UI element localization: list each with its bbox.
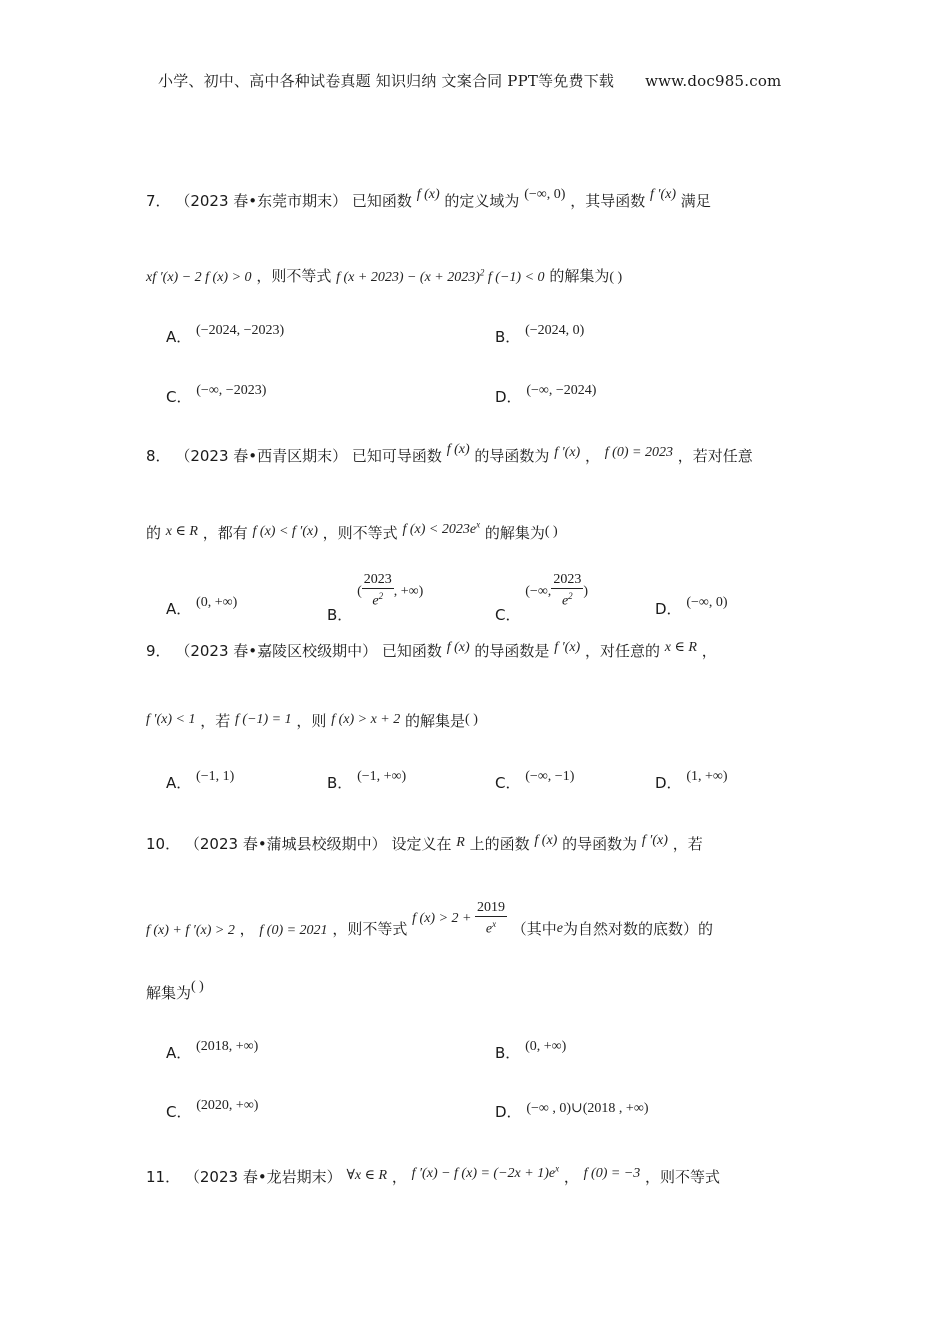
q8-text: ，都有	[202, 524, 248, 542]
q8-text: 已知可导函数	[351, 447, 442, 465]
q7-inequality: f $(x + 2023) - (x + 2023)^2$ f (−1) < 0	[336, 267, 545, 285]
q10-fx: f (x)	[534, 833, 558, 848]
q7-option-c[interactable]: C． (−∞, −2023)	[166, 383, 267, 406]
q8-xr: x ∈ R	[165, 524, 198, 539]
q10-text: ，若	[672, 835, 703, 853]
q9-text: 的导函数是	[474, 642, 550, 660]
q9-fpx: f ′(x)	[554, 640, 581, 655]
q7-text: ，则不等式	[256, 267, 332, 285]
q7-option-a[interactable]: A． (−2024, −2023)	[166, 323, 285, 346]
q8-text: 的解集为	[484, 524, 545, 542]
q9-line1	[146, 640, 717, 661]
q7-text: 满足	[680, 192, 711, 210]
q8-text: ，则不等式	[322, 524, 398, 542]
q10-text: 的导函数为	[562, 835, 638, 853]
q8-condition: f (x) < f ′(x)	[252, 524, 318, 539]
q8-f0: f (0) = 2023	[604, 445, 673, 460]
q10-option-d[interactable]: D． (−∞ , 0)∪(2018 , +∞)	[495, 1101, 649, 1121]
q8-source: （2023 春•西青区期末）	[175, 447, 348, 465]
q8-text: ，	[585, 447, 601, 465]
q10-text: 为自然对数的底数）的	[562, 919, 713, 938]
q8-text: 的导函数为	[474, 447, 550, 465]
header-banner	[158, 70, 781, 91]
q10-text: 解集为	[146, 984, 192, 1002]
q9-condition: f ′(x) < 1	[146, 712, 196, 727]
q9-line2	[146, 710, 478, 731]
q7-line1	[146, 187, 711, 211]
q10-line1	[146, 833, 703, 854]
q10-source: （2023 春•蒲城县校级期中）	[184, 835, 387, 853]
q9-option-b[interactable]: B． (−1, +∞)	[327, 769, 407, 792]
q9-text: ，	[701, 642, 717, 660]
q10-option-c[interactable]: C． (2020, +∞)	[166, 1098, 259, 1121]
q7-answer-blank: ( )	[609, 270, 623, 285]
q8-text: 的	[146, 524, 162, 542]
q8-fraction-c: $\frac{2023}{e^2}$	[553, 572, 582, 609]
q10-text: 设定义在	[391, 835, 452, 853]
q7-option-d[interactable]: D． (−∞, −2024)	[495, 383, 597, 406]
q10-text: 上的函数	[469, 835, 530, 853]
q10-option-b[interactable]: B． (0, +∞)	[495, 1039, 567, 1062]
q9-text: 的解集是	[405, 712, 466, 730]
q7-option-b[interactable]: B． (−2024, 0)	[495, 323, 585, 346]
q9-option-a[interactable]: A． (−1, 1)	[166, 769, 235, 792]
q7-number: 7．	[146, 192, 171, 210]
q8-line2	[146, 519, 558, 543]
q7-fpx: f ′(x)	[650, 187, 676, 202]
q11-number: 11．	[146, 1168, 181, 1186]
q10-text: ，	[239, 919, 255, 938]
q9-fx: f (x)	[446, 640, 470, 655]
q10-line3	[146, 979, 204, 1003]
header-url[interactable]: www.doc985.com	[645, 72, 782, 90]
q7-fx: f (x)	[416, 187, 440, 202]
q7-text: 已知函数	[351, 192, 412, 210]
q8-line1	[146, 442, 753, 466]
q7-condition: xf ′(x) − 2 f (x) > 0	[146, 270, 252, 285]
q10-number: 10．	[146, 835, 181, 853]
q8-option-b[interactable]: B． ( $\frac{2023}{e^2}$ , +∞)	[327, 572, 424, 624]
q11-f0: f (0) = −3	[583, 1166, 641, 1181]
q9-text: ，若	[200, 712, 231, 730]
q10-option-a[interactable]: A． (2018, +∞)	[166, 1039, 259, 1062]
q10-inequality: f (x) > 2 + $\frac{2019}{e^x}$	[412, 900, 505, 937]
q10-condition: f (x) + f ′(x) > 2	[146, 922, 235, 938]
q11-source: （2023 春•龙岩期末）	[184, 1168, 342, 1186]
q7-domain: (−∞, 0)	[524, 187, 566, 202]
q10-e: e	[556, 920, 563, 936]
q8-option-a[interactable]: A． (0, +∞)	[166, 595, 238, 618]
q9-option-c[interactable]: C． (−∞, −1)	[495, 769, 575, 792]
q8-text: ，若对任意	[677, 447, 753, 465]
q10-R: R	[456, 835, 465, 850]
q11-text: ，则不等式	[645, 1168, 721, 1186]
q9-answer-blank: ( )	[465, 712, 478, 727]
q9-inequality: f (x) > x + 2	[331, 712, 401, 727]
q10-answer-blank: ( )	[191, 979, 204, 994]
q9-text: ，对任意的	[585, 642, 661, 660]
q11-condition: f ′(x) − f $(x) = (-2x + 1)e^x$	[411, 1163, 560, 1181]
q10-line2	[146, 900, 713, 937]
q9-text: 已知函数	[381, 642, 442, 660]
q8-number: 8．	[146, 447, 171, 465]
q8-fpx: f ′(x)	[554, 445, 581, 460]
q9-fm1: f (−1) = 1	[235, 712, 292, 727]
q8-inequality: f $(x) < 2023e^x$	[402, 519, 481, 537]
q8-option-d[interactable]: D． (−∞, 0)	[655, 595, 728, 618]
q8-fraction-b: $\frac{2023}{e^2}$	[363, 572, 392, 609]
q10-f0: f (0) = 2021	[259, 922, 328, 938]
q10-text: ，则不等式	[332, 919, 408, 938]
q10-text: （其中	[511, 919, 557, 938]
q9-option-d[interactable]: D． (1, +∞)	[655, 769, 728, 792]
q9-number: 9．	[146, 642, 171, 660]
q8-option-c[interactable]: C． (−∞, $\frac{2023}{e^2}$ )	[495, 572, 588, 624]
q8-fx: f (x)	[446, 442, 470, 457]
q10-fpx: f ′(x)	[641, 833, 668, 848]
q8-answer-blank: ( )	[544, 524, 558, 539]
header-text: 小学、初中、高中各种试卷真题 知识归纳 文案合同 PPT等免费下载	[158, 72, 615, 90]
q11-line1	[146, 1163, 721, 1187]
q9-source: （2023 春•嘉陵区校级期中）	[175, 642, 378, 660]
q7-text: 的解集为	[549, 267, 610, 285]
q7-text: ，其导函数	[570, 192, 646, 210]
q11-text: ，	[391, 1168, 407, 1186]
q7-text: 的定义域为	[444, 192, 520, 210]
q11-forall: ∀x ∈ R	[346, 1168, 388, 1183]
q7-line2	[146, 265, 622, 286]
q9-text: ，则	[296, 712, 327, 730]
q9-xr: x ∈ R	[664, 640, 697, 655]
q7-source: （2023 春•东莞市期末）	[175, 192, 348, 210]
q11-text: ，	[563, 1168, 579, 1186]
